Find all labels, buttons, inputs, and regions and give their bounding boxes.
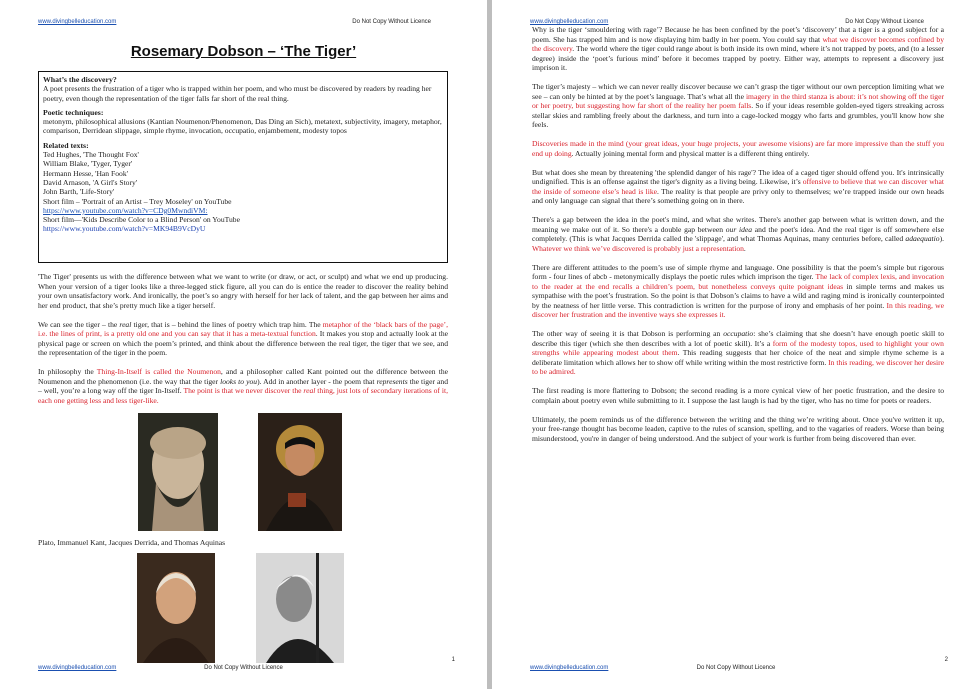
related-item: Short film—'Kids Describe Color to a Blind Person' on YouTube: [43, 215, 240, 225]
text-segment: looks to you: [220, 376, 258, 386]
page-title: Rosemary Dobson – ‘The Tiger’: [130, 43, 357, 60]
text-segment: ). Add in another layer - the poem that: [257, 376, 377, 386]
text-segment: and the poet's idea. And the real tiger is off somewhere else completely. (This is what Jacques Derrida called the 'slippage', and what Thomas Aquinas, many centuries before, called: [532, 224, 944, 243]
text-segment: 'The Tiger' presents us with the difference between what we want to write (or draw, or act, or sculpt) and what we end up producing. When your version of a tiger looks like a three-legged stick figure, all you can do is entice the reader to discover the reality behind your own unsatisfactory work. And ironically, the poet’s so angry with herself for her lack of talent, and the gap between her aims and her end product, that she’s pretty much like a tiger herself.: [38, 272, 448, 310]
youtube-link-2[interactable]: https://www.youtube.com/watch?v=MK94B9VcDyU: [43, 224, 206, 234]
text-segment: the tiger and – well, you’re a long way off the tiger In-Itself.: [38, 376, 448, 395]
text-segment: The other way of seeing it is that Dobson is performing an: [532, 329, 724, 338]
header-licence: Do Not Copy Without Licence: [352, 19, 431, 25]
plato-bust-image: [138, 413, 218, 531]
page-number: 2: [944, 657, 948, 663]
text-segment: There are different attitudes to the poem’s use of simple rhyme and language. One possibility is that the poem’s simple but rigorous form - four lines of abcb - metonymically displays the poetic rules which imprison the tiger.: [532, 262, 944, 281]
text-segment: . The reality is that people are privy only to themselves; we’re trapped inside our own heads and only language can signal that there’s something going on in there.: [532, 186, 944, 205]
text-segment: . The world where the tiger could range about is both inside its own mind, where it’s not trapped by poets, and (to a lesser degree) inside the ‘poet’s furious mind’ before it becomes trapped by poetry. Either way, attempts to represent a discovery just imprison it.: [532, 44, 944, 72]
header-licence: Do Not Copy Without Licence: [845, 19, 924, 25]
summary-box: [38, 71, 448, 263]
text-segment: : she’s claiming that she doesn’t have enough poetic skill to describe this tiger (which she then describes with a lot of poetic skill). It’s a: [532, 329, 944, 348]
text-segment: our idea: [725, 224, 753, 234]
techniques-heading: Poetic techniques:: [43, 107, 104, 117]
footer-licence: Do Not Copy Without Licence: [696, 665, 776, 671]
paragraph: [38, 367, 448, 405]
discovery-heading: What’s the discovery?: [43, 75, 117, 84]
paragraph: [532, 168, 944, 206]
highlighted-text: Discoveries made in the mind (your great ideas, your huge projects, your awesome visions) are far more impressive than the stuff you end up doing: [532, 139, 944, 158]
text-segment: , and a philosopher called Kant pointed out the difference between the Noumenon and the phenomenon (i.e. the way that the tiger: [38, 367, 448, 386]
highlighted-text: Thing-In-Itself is called the Noumenon: [96, 367, 221, 376]
highlighted-text: metaphor of the ‘black bars of the page’, i.e. the lines of print, is a pretty old one and you can say that it has a meta-textual function: [38, 319, 448, 338]
related-item: Ted Hughes, 'The Thought Fox': [43, 150, 139, 160]
related-item: William Blake, 'Tyger, Tyger': [43, 159, 133, 169]
text-segment: Why is the tiger ‘smouldering with rage’? Because he has been confined by the poet’s ‘discovery’ that a tiger is a good subject for a poem. She has trapped him and is now displaying him badly in her poem. You could say that: [532, 25, 944, 44]
text-segment: The tiger’s majesty – which we can never really discover because we can’t grasp the tiger without our own perception limiting what we see – can only be hinted at by the poet’s language. That’s what all the: [532, 82, 944, 101]
left-body-text: [38, 272, 448, 415]
footer-licence: Do Not Copy Without Licence: [204, 665, 283, 671]
highlighted-text: offensive to believe that we can discover what the inside of someone else’s head is like: [532, 177, 945, 196]
text-segment: .: [743, 243, 746, 253]
paragraph: [532, 82, 944, 130]
page-2: [492, 0, 980, 689]
highlighted-text: The lack of complex lexis, and invocation to the reader at the end recalls a children’s poem, but nonetheless conveys quite poignant ideas: [532, 272, 944, 291]
text-segment: There's a gap between the idea in the poet's mind, and what she writes. There's another gap between what is written down, and the meaning we make out of it. So there's a double gap between: [532, 215, 944, 234]
text-segment: We can see the tiger – the: [38, 319, 120, 329]
discovery-text: A poet presents the frustration of a tiger who is trapped within her poem, and who must be discovered by readers by reading her poetry, even though the representation of the tiger falls far short of the real thing.: [43, 84, 432, 103]
text-segment: But what does she mean by threatening 'the splendid danger of his rage'? The idea of a caged tiger should offend you. It's intrinsically undignified. This is an offense against the tiger's dignity as a living being. Likewise, it’s: [532, 167, 944, 186]
page-number: 1: [451, 657, 455, 663]
paragraph: [532, 139, 944, 158]
text-segment: Ultimately, the poem reminds us of the difference between the writing and the thing we’re writing about. Once you've written it up, your free-range thought has become leaden, captive to the rules of scansion, spelling, and to the vagaries of readers. Worse than being misunderstood, you're in danger of being understood. And the subject of your work is further from being discovered than ever.: [532, 414, 944, 443]
related-item: John Barth, 'Life-Story': [43, 187, 115, 197]
derrida-photo-image: [256, 553, 344, 663]
header-url-link[interactable]: www.divingbelleducation.com: [530, 19, 609, 25]
aquinas-portrait-image: [258, 413, 342, 531]
footer-url-link[interactable]: www.divingbelleducation.com: [38, 665, 117, 671]
techniques-text: metonym, philosophical allusions (Kantian Noumenon/Phenomenon, Das Ding an Sich), metatext, subjectivity, imagery, metaphor, comparison, Derridean slippage, simple rhyme, invocation, occupatio, enjambement, modesty topos: [43, 117, 442, 136]
right-body-text: [532, 25, 944, 453]
highlighted-text: Whatever we think we’ve discovered is probably just a representation: [532, 243, 744, 253]
related-item: Short film – 'Portrait of an Artist – Trey Moseley' on YouTube: [43, 196, 232, 206]
text-segment: tiger, that is – behind the lines of poetry which trap him. The: [131, 319, 323, 329]
text-segment: adaequatio: [905, 234, 940, 243]
text-segment: In philosophy the: [38, 367, 97, 376]
paragraph: [38, 320, 448, 358]
paragraph: [532, 329, 944, 377]
text-segment: occupatio: [723, 329, 754, 338]
paragraph: [38, 272, 448, 310]
text-segment: . This reading suggests that her choice of the neat and simple rhyme scheme is a deliberate limitation which allows her to show off while writing within the most restrictive form.: [532, 348, 944, 367]
paragraph: [532, 25, 944, 73]
highlighted-text: In this reading, we discover her desire to be admired.: [532, 357, 944, 376]
highlighted-text: In this reading, we discover her frustration and the inventive ways she expresses it.: [532, 300, 944, 319]
text-segment: represents: [376, 376, 408, 386]
highlighted-text: thing, just lots of secondary iterations of it, each one getting less and less tiger-like.: [38, 386, 449, 405]
related-heading: Related texts:: [43, 140, 89, 150]
related-item: Hermann Hesse, 'Han Fook': [43, 168, 128, 178]
image-caption: Plato, Immanuel Kant, Jacques Derrida, and Thomas Aquinas: [38, 538, 226, 547]
highlighted-text: imagery in the third stanza is about: it’s not showing off the tiger or her poetry, but suggesting how far short of the reality her poem falls: [532, 91, 944, 110]
text-segment: . It makes you stop and actually look at the physical page or screen on which the poem’s printed, and think about the difference between the real tiger, the tiger that we see, and the representation of the tiger in the poem.: [38, 329, 448, 357]
header-url-link[interactable]: www.divingbelleducation.com: [38, 19, 117, 25]
paragraph: [532, 215, 944, 253]
paragraph: [532, 263, 944, 320]
text-segment: ).: [939, 234, 944, 243]
related-list: [43, 150, 443, 234]
highlighted-text: what we discover becomes confined by the discovery: [532, 34, 944, 53]
related-item: David Arnason, 'A Girl's Story': [43, 177, 138, 187]
highlighted-text: form of the modesty topos, used to highlight your own strengths while appearing modest about them: [532, 338, 944, 357]
paragraph: [532, 415, 944, 444]
text-segment: real: [119, 319, 132, 329]
text-segment: in simple terms and makes us sympathise with the poet’s frustration. So the point is that Dobson’s claims to have a wild and raging mind is ironically counterpointed by the neatness of her little verse. This contradiction is written for the purpose of irony and emphasis of her point.: [532, 281, 944, 310]
text-segment: The first reading is more flattering to Dobson; the second reading is a more cynical view of her poetic frustration, and the desire to complain about poetry even while submitting to it. I suppose the last laugh is had by the tiger, who has no time for poets or readers.: [532, 386, 944, 405]
text-segment: . Actually joining mental form and physical matter is a different thing entirely.: [571, 148, 810, 158]
highlighted-text: The point is that we never discover the: [183, 386, 304, 395]
youtube-link-1[interactable]: https://www.youtube.com/watch?v=CDg0MwndiVM:: [43, 205, 208, 215]
highlighted-text: real: [303, 386, 316, 395]
text-segment: . So if your ideas resemble golden-eyed tigers streaking across stellar skies and rambling freely about the darkness, and turn into a cage-locked moggy who farts and grumbles, you'll know how she feels.: [532, 101, 944, 129]
kant-portrait-image: [137, 553, 215, 663]
paragraph: [532, 386, 944, 405]
page-1: [0, 0, 487, 689]
footer-url-link[interactable]: www.divingbelleducation.com: [530, 665, 609, 671]
